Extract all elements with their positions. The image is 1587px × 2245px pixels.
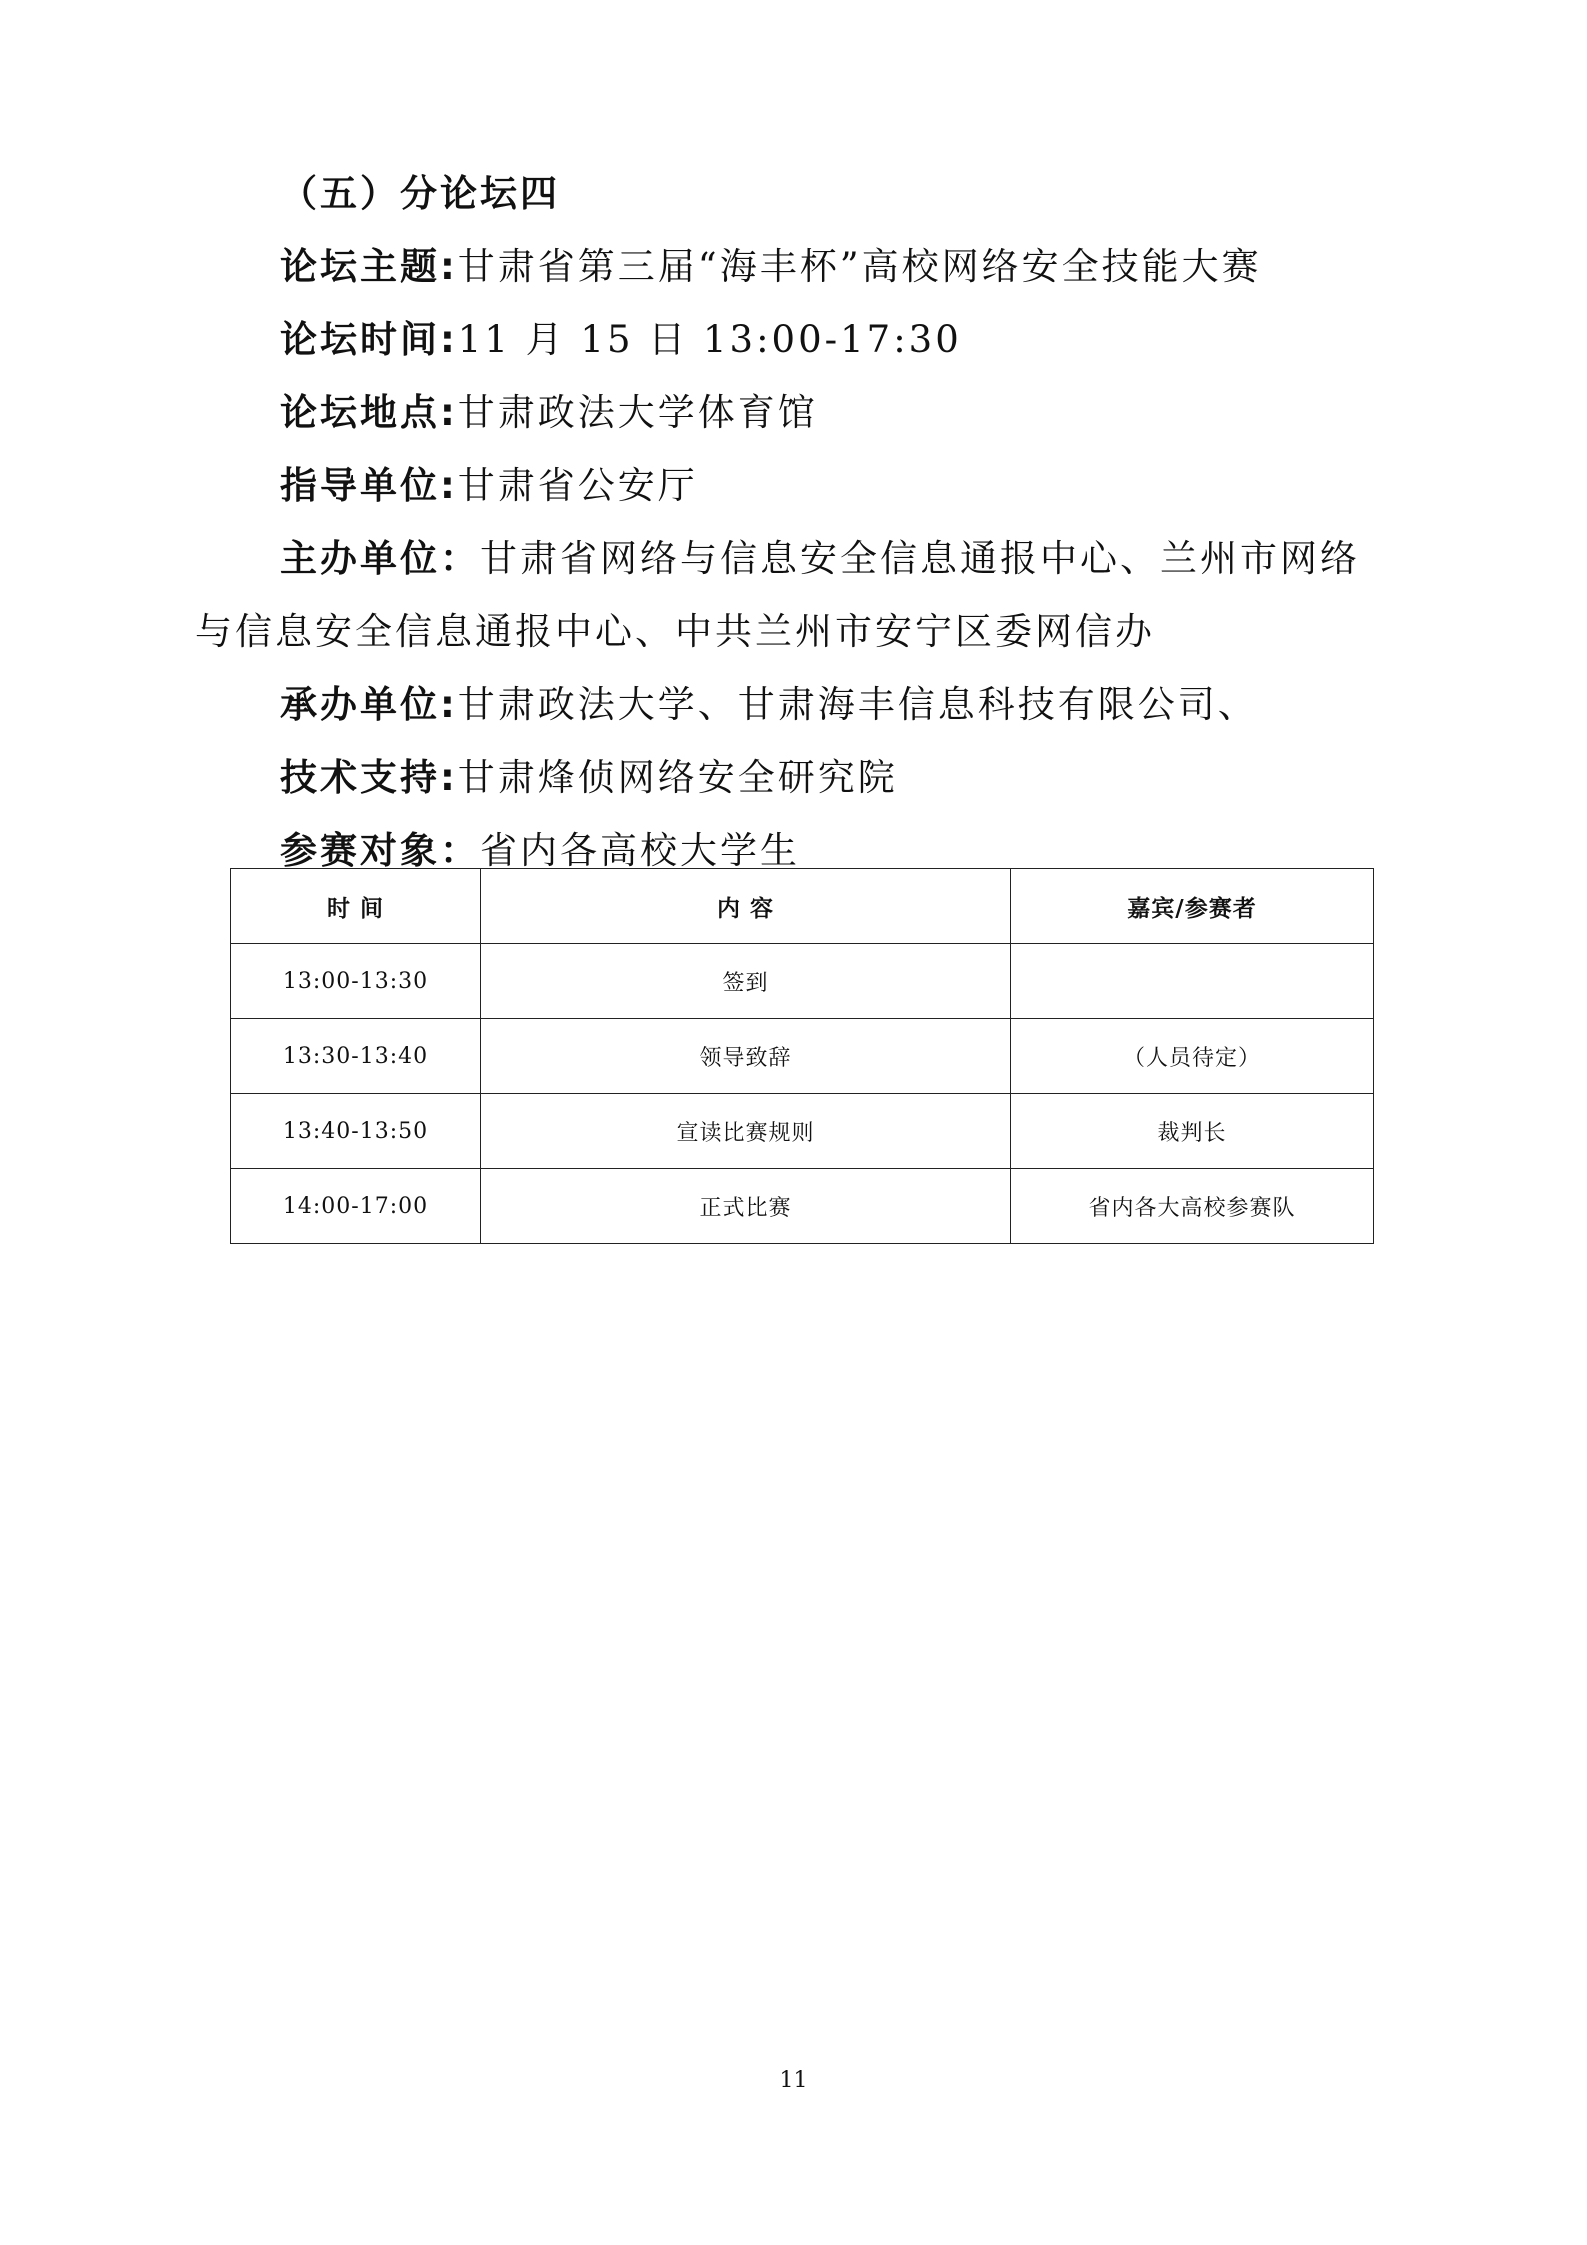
field-label: 指导单位: — [280, 464, 458, 507]
field-host-unit — [280, 535, 1360, 583]
field-label: 技术支持: — [280, 756, 458, 799]
field-value: 甘肃烽侦网络安全研究院 — [457, 756, 898, 799]
field-forum-location — [280, 389, 818, 437]
field-value: 甘肃省公安厅 — [457, 464, 698, 507]
cell-guests — [1011, 944, 1374, 1019]
field-value: 甘肃政法大学、甘肃海丰信息科技有限公司、 — [457, 683, 1258, 726]
section-heading: （五）分论坛四 — [280, 172, 560, 215]
field-value: 甘肃省第三届“海丰杯”高校网络安全技能大赛 — [457, 245, 1262, 288]
field-technical-support — [280, 754, 898, 802]
cell-time: 13:40-13:50 — [231, 1094, 481, 1169]
cell-time: 13:30-13:40 — [231, 1019, 481, 1094]
cell-time: 13:00-13:30 — [231, 944, 481, 1019]
field-label: 论坛地点: — [280, 391, 458, 434]
field-label: 承办单位: — [280, 683, 458, 726]
field-host-unit-continuation: 与信息安全信息通报中心、中共兰州市安宁区委网信办 — [195, 610, 1155, 653]
field-organizer-unit — [280, 681, 1258, 729]
field-label: 参赛对象： — [280, 829, 480, 872]
field-value: 省内各高校大学生 — [480, 829, 800, 872]
cell-content: 领导致辞 — [481, 1019, 1011, 1094]
field-label: 论坛时间: — [280, 318, 458, 361]
field-value: 11 月 15 日 13:00-17:30 — [457, 318, 962, 361]
field-value: 甘肃省网络与信息安全信息通报中心、兰州市网络 — [480, 537, 1360, 580]
cell-guests: 省内各大高校参赛队 — [1011, 1169, 1374, 1244]
field-forum-time — [280, 316, 962, 364]
field-value: 甘肃政法大学体育馆 — [457, 391, 818, 434]
table-row — [231, 1019, 1374, 1094]
cell-content: 宣读比赛规则 — [481, 1094, 1011, 1169]
field-label: 主办单位： — [280, 537, 480, 580]
field-label: 论坛主题: — [280, 245, 458, 288]
table-row — [231, 1094, 1374, 1169]
field-guiding-unit — [280, 462, 698, 510]
table-header-row — [231, 869, 1374, 944]
page-number: 11 — [779, 2068, 808, 2093]
header-guests: 嘉宾/参赛者 — [1011, 869, 1374, 944]
field-forum-theme — [280, 243, 1262, 291]
header-time: 时 间 — [231, 869, 481, 944]
cell-content: 签到 — [481, 944, 1011, 1019]
cell-guests: （人员待定） — [1011, 1019, 1374, 1094]
schedule-table — [230, 868, 1374, 1244]
cell-content: 正式比赛 — [481, 1169, 1011, 1244]
table-row — [231, 944, 1374, 1019]
cell-time: 14:00-17:00 — [231, 1169, 481, 1244]
cell-guests: 裁判长 — [1011, 1094, 1374, 1169]
header-content: 内 容 — [481, 869, 1011, 944]
table-row — [231, 1169, 1374, 1244]
